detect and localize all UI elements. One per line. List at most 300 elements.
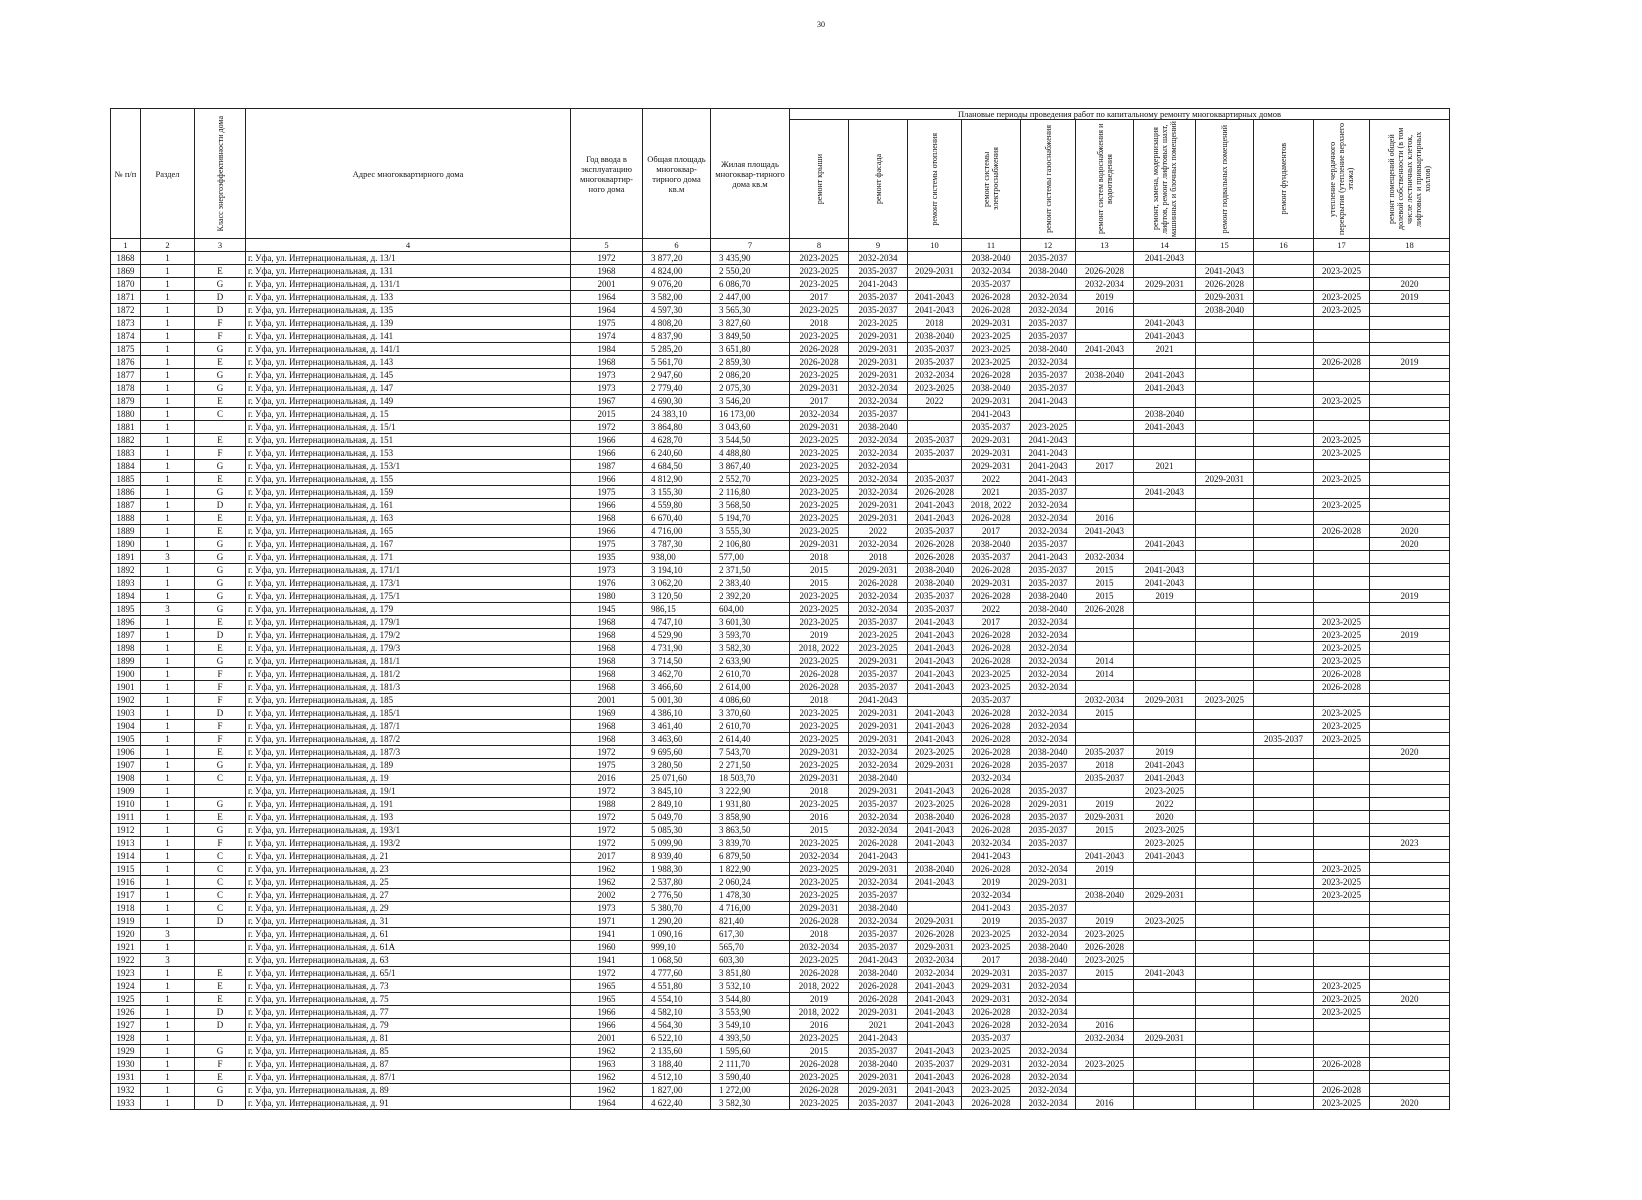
table-cell: 2023-2025	[790, 460, 849, 473]
table-cell	[1196, 837, 1254, 850]
table-cell: 2001	[571, 278, 643, 291]
table-cell: 2035-2037	[1076, 772, 1134, 785]
table-cell: 2038-2040	[1021, 941, 1076, 954]
table-cell: 2026-2028	[962, 733, 1021, 746]
table-cell: 2041-2043	[908, 785, 962, 798]
table-cell: 1887	[111, 499, 141, 512]
table-cell: 2029-2031	[790, 538, 849, 551]
table-row	[111, 707, 1450, 720]
table-cell: 2023-2025	[790, 759, 849, 772]
table-cell	[1196, 369, 1254, 382]
table-cell: G	[195, 486, 246, 499]
table-cell: E	[195, 993, 246, 1006]
table-cell: 3 568,50	[711, 499, 790, 512]
table-cell	[1370, 902, 1450, 915]
table-cell: 1 290,20	[643, 915, 711, 928]
table-cell	[1314, 317, 1370, 330]
table-cell	[1254, 473, 1314, 486]
table-cell: 1964	[571, 304, 643, 317]
table-cell: 3 593,70	[711, 629, 790, 642]
table-cell: 2023-2025	[790, 954, 849, 967]
table-cell: 2026-2028	[1314, 681, 1370, 694]
table-cell	[1076, 785, 1134, 798]
table-cell: 1965	[571, 993, 643, 1006]
table-cell: 1968	[571, 668, 643, 681]
table-cell: 2038-2040	[908, 811, 962, 824]
table-cell: 2 610,70	[711, 720, 790, 733]
table-cell	[1196, 252, 1254, 265]
table-cell: 2032-2034	[962, 265, 1021, 278]
table-cell: 1910	[111, 798, 141, 811]
table-row	[111, 590, 1450, 603]
table-cell: 1	[141, 915, 195, 928]
table-cell: 2026-2028	[790, 915, 849, 928]
table-cell	[1370, 486, 1450, 499]
address-cell: г. Уфа, ул. Интернациональная, д. 181/1	[246, 655, 571, 668]
table-cell	[1134, 1084, 1196, 1097]
table-cell: 2032-2034	[1021, 1097, 1076, 1110]
table-cell: 2023-2025	[790, 837, 849, 850]
table-cell: 4 086,60	[711, 694, 790, 707]
table-cell	[908, 694, 962, 707]
table-cell: 2038-2040	[962, 252, 1021, 265]
table-row	[111, 1058, 1450, 1071]
table-cell: G	[195, 564, 246, 577]
table-cell: 2023-2025	[790, 720, 849, 733]
table-cell: 1941	[571, 928, 643, 941]
table-cell	[1021, 889, 1076, 902]
table-cell	[1370, 1006, 1450, 1019]
table-cell	[1254, 395, 1314, 408]
table-cell: 2 116,80	[711, 486, 790, 499]
table-cell: 2032-2034	[849, 252, 908, 265]
table-cell: 2032-2034	[849, 824, 908, 837]
table-cell: 1972	[571, 746, 643, 759]
table-cell: 1975	[571, 759, 643, 772]
table-cell: 1907	[111, 759, 141, 772]
table-cell: 5 285,20	[643, 343, 711, 356]
table-cell: 2023-2025	[1314, 291, 1370, 304]
table-cell: 2023-2025	[790, 525, 849, 538]
table-cell: 1980	[571, 590, 643, 603]
table-cell: 3 462,70	[643, 668, 711, 681]
table-cell: 2032-2034	[1021, 642, 1076, 655]
table-cell: 1	[141, 850, 195, 863]
table-cell: 2023-2025	[790, 655, 849, 668]
table-cell: 2035-2037	[908, 447, 962, 460]
table-cell	[1254, 590, 1314, 603]
table-cell	[1370, 1084, 1450, 1097]
table-cell: 2035-2037	[849, 889, 908, 902]
table-cell: 6 879,50	[711, 850, 790, 863]
table-cell: 2026-2028	[908, 486, 962, 499]
table-cell: 2026-2028	[849, 980, 908, 993]
table-cell: 1968	[571, 720, 643, 733]
table-cell: D	[195, 1006, 246, 1019]
table-cell: 2023-2025	[1134, 837, 1196, 850]
table-row	[111, 486, 1450, 499]
table-cell: 2023-2025	[1314, 876, 1370, 889]
table-cell: 1968	[571, 642, 643, 655]
column-number: 11	[962, 239, 1021, 252]
table-cell: 2 552,70	[711, 473, 790, 486]
address-cell: г. Уфа, ул. Интернациональная, д. 163	[246, 512, 571, 525]
table-cell	[1370, 967, 1450, 980]
header-year: Год ввода в эксплуатацию многоквартир-ного дома	[571, 109, 643, 239]
header-work-text: ремонт системы газоснабжения	[1043, 125, 1053, 233]
table-cell	[1254, 1006, 1314, 1019]
address-cell: г. Уфа, ул. Интернациональная, д. 87	[246, 1058, 571, 1071]
address-cell: г. Уфа, ул. Интернациональная, д. 191	[246, 798, 571, 811]
table-cell: 2041-2043	[1021, 447, 1076, 460]
table-cell: 2023-2025	[790, 1071, 849, 1084]
table-row	[111, 889, 1450, 902]
table-cell: 2041-2043	[1076, 343, 1134, 356]
header-no: № п/п	[111, 109, 141, 239]
table-row	[111, 434, 1450, 447]
table-cell	[195, 941, 246, 954]
table-cell: 2029-2031	[1196, 473, 1254, 486]
table-cell: 1	[141, 772, 195, 785]
table-cell: 2002	[571, 889, 643, 902]
table-cell: 2038-2040	[1021, 954, 1076, 967]
table-cell: 1	[141, 499, 195, 512]
table-cell: 2001	[571, 694, 643, 707]
table-cell: 1 988,30	[643, 863, 711, 876]
table-cell: 2 859,30	[711, 356, 790, 369]
table-cell	[1314, 486, 1370, 499]
column-number: 17	[1314, 239, 1370, 252]
table-cell: 2 614,40	[711, 733, 790, 746]
table-cell: F	[195, 317, 246, 330]
table-cell	[1196, 1045, 1254, 1058]
table-cell: 2026-2028	[962, 746, 1021, 759]
table-cell	[1134, 720, 1196, 733]
table-cell: 1	[141, 694, 195, 707]
table-cell: 2035-2037	[908, 1058, 962, 1071]
table-cell: 2029-2031	[962, 460, 1021, 473]
column-number: 8	[790, 239, 849, 252]
table-cell	[1254, 1045, 1314, 1058]
address-cell: г. Уфа, ул. Интернациональная, д. 85	[246, 1045, 571, 1058]
table-row	[111, 967, 1450, 980]
table-cell	[1196, 343, 1254, 356]
table-cell	[1254, 369, 1314, 382]
table-cell	[1134, 291, 1196, 304]
table-row	[111, 941, 1450, 954]
table-cell	[1196, 928, 1254, 941]
table-cell: 2023-2025	[1314, 1006, 1370, 1019]
table-cell: E	[195, 980, 246, 993]
table-cell: E	[195, 967, 246, 980]
table-cell	[1254, 538, 1314, 551]
table-cell: 2035-2037	[849, 928, 908, 941]
table-cell: 3 435,90	[711, 252, 790, 265]
table-cell	[1314, 902, 1370, 915]
table-cell: 2015	[790, 577, 849, 590]
table-cell	[1314, 928, 1370, 941]
table-cell: 2023-2025	[790, 330, 849, 343]
table-row	[111, 1032, 1450, 1045]
table-cell	[1196, 434, 1254, 447]
table-row	[111, 291, 1450, 304]
table-cell: 2032-2034	[1021, 616, 1076, 629]
address-cell: г. Уфа, ул. Интернациональная, д. 171	[246, 551, 571, 564]
table-cell: E	[195, 616, 246, 629]
table-cell: D	[195, 1097, 246, 1110]
table-cell: 2 947,60	[643, 369, 711, 382]
table-cell: 2029-2031	[962, 577, 1021, 590]
table-cell	[1254, 759, 1314, 772]
table-cell: 2016	[790, 811, 849, 824]
table-cell: 2015	[1076, 707, 1134, 720]
page-number: 30	[817, 20, 825, 29]
table-cell: 2041-2043	[908, 681, 962, 694]
table-cell	[1196, 863, 1254, 876]
column-number: 18	[1370, 239, 1450, 252]
table-cell: 2021	[1134, 460, 1196, 473]
table-cell: 2026-2028	[908, 538, 962, 551]
table-cell: 2032-2034	[1021, 707, 1076, 720]
table-cell	[1196, 889, 1254, 902]
table-cell: 2038-2040	[962, 538, 1021, 551]
table-cell: C	[195, 889, 246, 902]
table-cell	[1370, 408, 1450, 421]
table-cell	[1254, 772, 1314, 785]
table-cell: 2029-2031	[849, 655, 908, 668]
table-cell	[1314, 577, 1370, 590]
table-cell	[1134, 356, 1196, 369]
table-cell: 2029-2031	[908, 941, 962, 954]
table-cell	[1314, 382, 1370, 395]
table-cell	[1370, 694, 1450, 707]
table-cell	[908, 421, 962, 434]
column-number: 13	[1076, 239, 1134, 252]
header-work-text: ремонт систем водоснабжения и водоотведения	[1095, 123, 1114, 235]
table-cell: 1968	[571, 512, 643, 525]
table-cell: D	[195, 707, 246, 720]
table-cell: 2026-2028	[962, 1006, 1021, 1019]
table-cell: 1968	[571, 629, 643, 642]
table-cell: 4 622,40	[643, 1097, 711, 1110]
table-cell: 2018	[790, 694, 849, 707]
table-cell	[1196, 811, 1254, 824]
table-cell: 2023-2025	[1314, 707, 1370, 720]
table-cell: 2041-2043	[1021, 434, 1076, 447]
table-cell: 2032-2034	[908, 369, 962, 382]
table-cell: 2 271,50	[711, 759, 790, 772]
table-cell: 1900	[111, 668, 141, 681]
table-cell: 2038-2040	[1196, 304, 1254, 317]
table-cell: 4 684,50	[643, 460, 711, 473]
table-cell: 1984	[571, 343, 643, 356]
table-cell: 1	[141, 720, 195, 733]
table-cell: 3 827,60	[711, 317, 790, 330]
table-cell: 2020	[1370, 525, 1450, 538]
table-cell	[1254, 863, 1314, 876]
table-cell: 2023-2025	[849, 642, 908, 655]
table-cell: 1	[141, 1032, 195, 1045]
table-cell: 3 867,40	[711, 460, 790, 473]
table-cell: 2 060,24	[711, 876, 790, 889]
table-cell: 1969	[571, 707, 643, 720]
table-cell	[1370, 434, 1450, 447]
table-cell	[1370, 863, 1450, 876]
table-cell	[1196, 1032, 1254, 1045]
table-cell: 2018, 2022	[790, 642, 849, 655]
table-cell: 3 532,10	[711, 980, 790, 993]
table-cell: 1	[141, 564, 195, 577]
table-cell: 1	[141, 525, 195, 538]
table-cell	[1196, 408, 1254, 421]
table-cell: C	[195, 772, 246, 785]
table-cell: 1	[141, 408, 195, 421]
table-cell: 2041-2043	[1021, 473, 1076, 486]
table-cell	[908, 902, 962, 915]
table-cell: 2041-2043	[908, 616, 962, 629]
table-cell: 2023-2025	[1314, 616, 1370, 629]
address-cell: г. Уфа, ул. Интернациональная, д. 77	[246, 1006, 571, 1019]
table-cell	[1076, 434, 1134, 447]
table-cell: 2023-2025	[790, 707, 849, 720]
address-cell: г. Уфа, ул. Интернациональная, д. 147	[246, 382, 571, 395]
table-cell: 2023-2025	[1314, 395, 1370, 408]
table-cell: 2035-2037	[849, 304, 908, 317]
table-cell	[1370, 915, 1450, 928]
table-cell	[1254, 265, 1314, 278]
table-cell	[1314, 850, 1370, 863]
table-cell	[1021, 278, 1076, 291]
table-cell: 2022	[962, 603, 1021, 616]
table-cell: 1	[141, 1071, 195, 1084]
table-cell: 1972	[571, 785, 643, 798]
table-cell: 3 544,80	[711, 993, 790, 1006]
table-cell	[1134, 902, 1196, 915]
table-cell: 2023-2025	[790, 876, 849, 889]
table-cell	[908, 252, 962, 265]
table-cell: 4 551,80	[643, 980, 711, 993]
table-cell	[1134, 265, 1196, 278]
table-cell	[1076, 421, 1134, 434]
table-cell: 1	[141, 941, 195, 954]
table-cell: 2035-2037	[1021, 577, 1076, 590]
table-cell	[1254, 512, 1314, 525]
table-cell: 2026-2028	[962, 1019, 1021, 1032]
table-cell: 1872	[111, 304, 141, 317]
table-cell: G	[195, 603, 246, 616]
address-cell: г. Уфа, ул. Интернациональная, д. 143	[246, 356, 571, 369]
table-cell	[1254, 356, 1314, 369]
table-cell	[1254, 525, 1314, 538]
table-cell	[1196, 590, 1254, 603]
table-cell: 1913	[111, 837, 141, 850]
table-cell: 1968	[571, 655, 643, 668]
table-cell	[1134, 863, 1196, 876]
column-number: 14	[1134, 239, 1196, 252]
table-cell	[1134, 499, 1196, 512]
table-cell	[1314, 1032, 1370, 1045]
table-row	[111, 824, 1450, 837]
table-cell: 3 651,80	[711, 343, 790, 356]
table-cell: 1972	[571, 811, 643, 824]
table-cell	[1196, 681, 1254, 694]
table-cell: 2029-2031	[962, 993, 1021, 1006]
table-cell	[1254, 434, 1314, 447]
table-cell: 1873	[111, 317, 141, 330]
table-cell: 2 371,50	[711, 564, 790, 577]
header-work-text: утепление чердачного перекрытия (утепление верхнего этажа)	[1328, 123, 1355, 235]
address-cell: г. Уфа, ул. Интернациональная, д. 141/1	[246, 343, 571, 356]
table-cell: 1878	[111, 382, 141, 395]
table-cell: 1933	[111, 1097, 141, 1110]
table-cell: 2023-2025	[790, 512, 849, 525]
table-cell: 1892	[111, 564, 141, 577]
table-cell: 2041-2043	[849, 1032, 908, 1045]
header-work-10	[1314, 120, 1370, 239]
table-cell: 2041-2043	[1134, 252, 1196, 265]
table-cell	[1254, 824, 1314, 837]
table-cell: 2041-2043	[962, 850, 1021, 863]
table-cell: 2019	[1370, 291, 1450, 304]
table-cell: 3 877,20	[643, 252, 711, 265]
table-cell: 2038-2040	[1021, 603, 1076, 616]
table-row	[111, 512, 1450, 525]
address-cell: г. Уфа, ул. Интернациональная, д. 87/1	[246, 1071, 571, 1084]
table-cell: 2041-2043	[1134, 421, 1196, 434]
table-cell: G	[195, 460, 246, 473]
address-cell: г. Уфа, ул. Интернациональная, д. 131/1	[246, 278, 571, 291]
table-cell	[1254, 785, 1314, 798]
table-cell	[1254, 811, 1314, 824]
table-cell: 2 849,10	[643, 798, 711, 811]
table-cell: 2026-2028	[790, 343, 849, 356]
table-cell: 2020	[1370, 993, 1450, 1006]
table-cell	[1370, 798, 1450, 811]
table-cell	[1134, 1006, 1196, 1019]
table-cell	[1254, 707, 1314, 720]
table-cell: 2023-2025	[790, 304, 849, 317]
table-cell: 2026-2028	[962, 291, 1021, 304]
table-cell: 5 561,70	[643, 356, 711, 369]
table-row	[111, 954, 1450, 967]
table-cell: 2016	[1076, 304, 1134, 317]
table-cell	[1134, 681, 1196, 694]
table-cell: 25 071,60	[643, 772, 711, 785]
table-cell: G	[195, 1045, 246, 1058]
table-cell: 2032-2034	[1021, 668, 1076, 681]
table-cell: 2019	[962, 876, 1021, 889]
table-cell	[195, 1032, 246, 1045]
table-cell: C	[195, 876, 246, 889]
table-cell: 4 393,50	[711, 1032, 790, 1045]
table-cell	[1254, 993, 1314, 1006]
table-cell	[1134, 629, 1196, 642]
address-cell: г. Уфа, ул. Интернациональная, д. 89	[246, 1084, 571, 1097]
table-row	[111, 733, 1450, 746]
table-cell: 2019	[1076, 798, 1134, 811]
table-cell: 2023-2025	[849, 317, 908, 330]
table-cell: 2041-2043	[908, 824, 962, 837]
table-cell	[1254, 980, 1314, 993]
table-cell	[1314, 330, 1370, 343]
table-cell: 2035-2037	[1021, 369, 1076, 382]
table-cell: 2029-2031	[849, 369, 908, 382]
table-cell	[1134, 603, 1196, 616]
table-cell	[1076, 876, 1134, 889]
table-cell: 2023-2025	[1314, 720, 1370, 733]
table-cell: 1899	[111, 655, 141, 668]
table-cell: 2026-2028	[962, 798, 1021, 811]
